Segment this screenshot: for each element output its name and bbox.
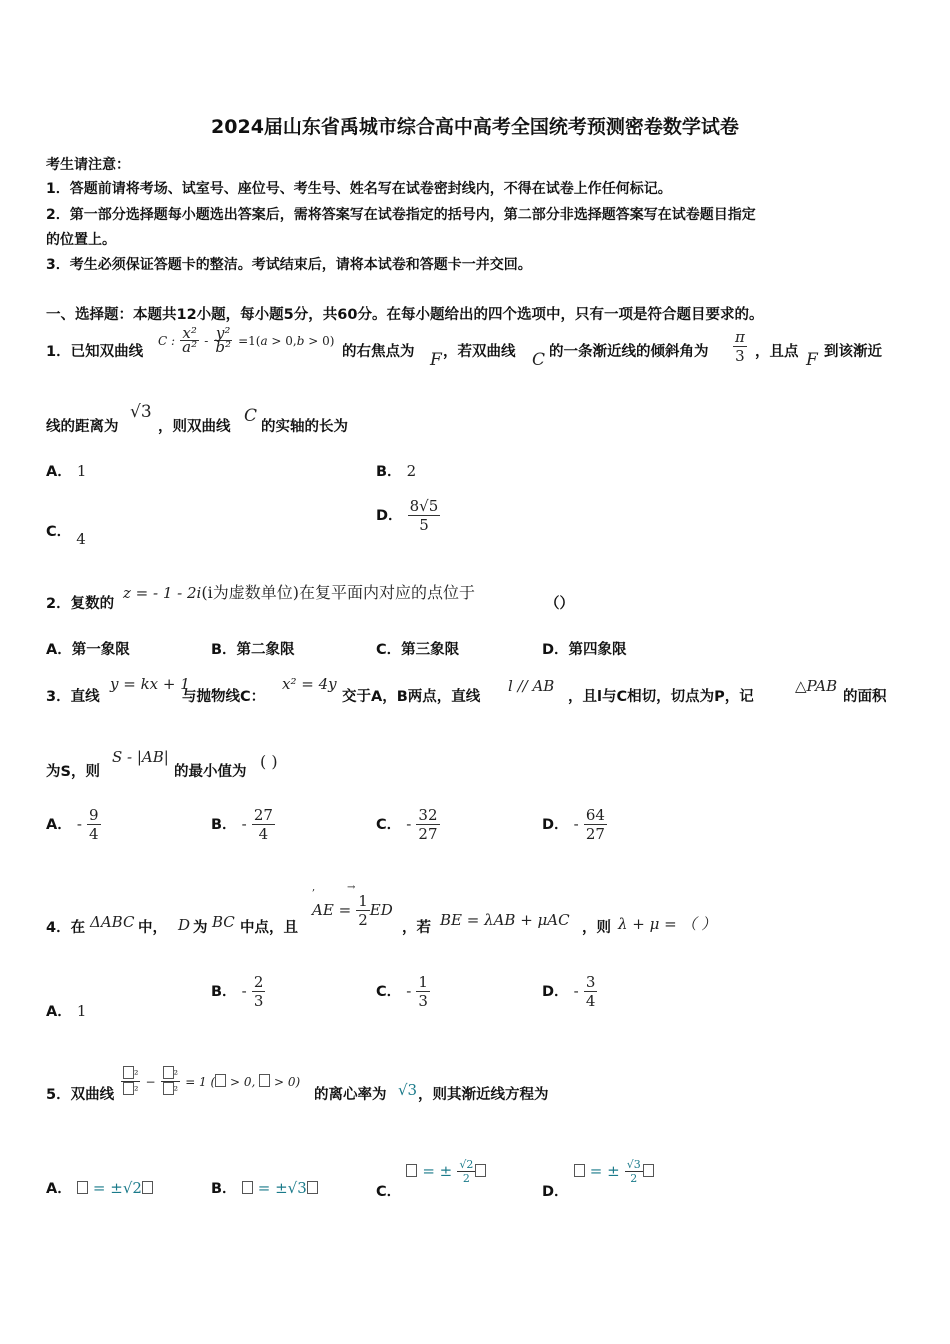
q2-lead xyxy=(46,592,114,613)
q2-option-c[interactable]: C．第三象限 xyxy=(376,642,460,658)
q2-expression: z = - 1 - 2i(i为虚数单位)在复平面内对应的点位于 xyxy=(123,583,475,602)
q1-F2: F xyxy=(806,350,818,370)
q1-option-d[interactable]: D． $\frac{8√5}{5}$ xyxy=(376,497,439,534)
q3-option-b[interactable]: B． - $\frac{27}{4}$ xyxy=(211,806,273,843)
q1-text-3: ，若双曲线 xyxy=(443,344,516,360)
q4-lead xyxy=(46,916,85,937)
q3-option-d-fraction: $\frac{64}{27}$ xyxy=(585,806,605,843)
q1-text-1: 已知双曲线 xyxy=(70,344,144,360)
placeholder-box-icon xyxy=(574,1164,585,1177)
q5-option-c[interactable]: C． = ± $\frac{√2}{2}$ xyxy=(376,1158,486,1185)
q1-text-6: 到该渐近 xyxy=(824,344,882,360)
q4-BC: BC xyxy=(212,913,235,931)
placeholder-box-icon xyxy=(77,1181,88,1194)
q1-hyperbola-equation: C : $\frac{\text{x²}}{\text{a²}}$ - $\frac{\text{y²}}{\text{b²}}$ =1(a > 0,b > 0) xyxy=(158,324,335,356)
q3-option-d[interactable]: D． - $\frac{64}{27}$ xyxy=(542,806,605,843)
q4-option-d-fraction: $\frac{3}{4}$ xyxy=(585,973,596,1010)
q4-D: D xyxy=(178,916,191,934)
q1-angle: $\frac{\pi}{3}$ xyxy=(735,328,745,365)
q4-triangle: ΔABC xyxy=(90,913,135,931)
q5-option-d[interactable]: D． = ± $\frac{√3}{2}$ xyxy=(542,1158,654,1185)
q4-condition: BE = λAB + μAC xyxy=(440,911,570,929)
q4-text-5: ，若 xyxy=(402,920,431,936)
q1-option-b[interactable]: B． 2 xyxy=(376,462,417,480)
q4-ask: λ + μ = （ ） xyxy=(618,915,717,933)
q5-text-1: 双曲线 xyxy=(70,1087,115,1103)
q4-text-1: 在 xyxy=(70,920,86,936)
q1-option-c[interactable]: C． 4 xyxy=(46,524,86,548)
q1-line1 xyxy=(46,340,143,361)
q4-option-a[interactable]: A． 1 xyxy=(46,1002,87,1020)
q2-option-d[interactable]: D．第四象限 xyxy=(542,642,627,658)
q3-parallel: l // AB xyxy=(508,677,555,695)
q5-option-b[interactable]: B． = ±√3 xyxy=(211,1177,318,1198)
q1-text-9: 的实轴的长为 xyxy=(261,419,348,435)
q4-number: 4． xyxy=(46,920,71,936)
q1-text-5: ，且点 xyxy=(755,344,799,360)
q1-text-8: ，则双曲线 xyxy=(158,419,231,435)
q4-text-3: 为 xyxy=(193,920,208,936)
q3-parabola-eq: x² = 4y xyxy=(282,675,337,693)
notice-item-2-cont: 的位置上。 xyxy=(46,232,116,248)
placeholder-box-icon xyxy=(475,1164,486,1177)
q3-number: 3． xyxy=(46,689,71,705)
placeholder-box-icon xyxy=(307,1181,318,1194)
q3-text-3: 交于A，B两点，直线 xyxy=(342,689,481,705)
q3-text-1: 直线 xyxy=(70,689,100,705)
placeholder-box-icon xyxy=(643,1164,654,1177)
q1-text-2: 的右焦点为 xyxy=(342,344,415,360)
notice-item-2: 2．第一部分选择题每小题选出答案后，需将答案写在试卷指定的括号内，第二部分非选择题答案写在试卷题目指定 xyxy=(46,207,756,223)
q4-option-d[interactable]: D． - $\frac{3}{4}$ xyxy=(542,973,596,1010)
q5-eccentricity: √3 xyxy=(398,1081,418,1099)
q3-option-a[interactable]: A． - $\frac{9}{4}$ xyxy=(46,806,99,843)
q1-number: 1． xyxy=(46,344,71,360)
q5-equation-image: $\frac{\text{²}}{\text{²}}$ − $\frac{\text{²}}{\text{²}}$ = 1 ( > 0, > 0) xyxy=(121,1066,300,1097)
q4-text-2: 中， xyxy=(138,920,167,936)
q3-text-5: 的面积 xyxy=(843,689,887,705)
q4-text-4: 中点，且 xyxy=(240,920,298,936)
q3-option-b-fraction: $\frac{27}{4}$ xyxy=(253,806,273,843)
q4-option-c-fraction: $\frac{1}{3}$ xyxy=(418,973,428,1010)
q3-text-4: ，且l与C相切，切点为P，记 xyxy=(568,689,754,705)
q4-option-c[interactable]: C． - $\frac{1}{3}$ xyxy=(376,973,428,1010)
q3-option-c-fraction: $\frac{32}{27}$ xyxy=(418,806,438,843)
q2-option-b[interactable]: B．第二象限 xyxy=(211,642,295,658)
notice-item-1: 1．答题前请将考场、试室号、座位号、考生号、姓名写在试卷密封线内，不得在试卷上作任何标记。 xyxy=(46,181,672,197)
q1-C2: C xyxy=(244,406,258,426)
q1-text-7: 线的距离为 xyxy=(46,419,119,435)
q1-F: F xyxy=(430,350,442,370)
q3-option-c[interactable]: C． - $\frac{32}{27}$ xyxy=(376,806,438,843)
q5-option-d-fraction: $\frac{√3}{2}$ xyxy=(626,1158,641,1185)
placeholder-box-icon xyxy=(242,1181,253,1194)
q2-blank: （） xyxy=(545,596,574,612)
q3-text-2: 与抛物线C： xyxy=(182,689,266,705)
q1-C: C xyxy=(532,350,546,370)
notice-heading: 考生请注意： xyxy=(46,157,130,173)
q5-text-2: 的离心率为 xyxy=(314,1087,387,1103)
q2-option-a[interactable]: A．第一象限 xyxy=(46,642,130,658)
q1-text-4: 的一条渐近线的倾斜角为 xyxy=(549,344,709,360)
q5-text-3: ，则其渐近线方程为 xyxy=(418,1087,549,1103)
q3-lead xyxy=(46,685,100,706)
page-title: 2024届山东省禹城市综合高中高考全国统考预测密卷数学试卷 xyxy=(211,116,739,138)
q3-triangle: △PAB xyxy=(795,677,838,695)
q4-option-b[interactable]: B． - $\frac{2}{3}$ xyxy=(211,973,264,1010)
q5-number: 5． xyxy=(46,1087,71,1103)
q1-option-d-fraction: $\frac{8√5}{5}$ xyxy=(409,497,439,534)
section-heading: 一、选择题：本题共12小题，每小题5分，共60分。在每小题给出的四个选项中，只有一项是符合题目要求的。 xyxy=(46,307,764,323)
q3-text-7: 的最小值为 xyxy=(174,764,247,780)
q3-line-eq: y = kx + 1 xyxy=(110,675,190,693)
q2-number: 2． xyxy=(46,596,71,612)
q2-text-1: 复数的 xyxy=(70,596,115,612)
q5-lead xyxy=(46,1083,114,1104)
placeholder-box-icon xyxy=(142,1181,153,1194)
q4-vector-condition: , → AE = $\frac{1}{2}$ ED xyxy=(312,882,393,929)
q4-option-b-fraction: $\frac{2}{3}$ xyxy=(253,973,264,1010)
q3-text-6: 为S，则 xyxy=(46,764,100,780)
q3-option-a-fraction: $\frac{9}{4}$ xyxy=(89,806,99,843)
q4-text-6: ，则 xyxy=(582,920,611,936)
placeholder-box-icon xyxy=(406,1164,417,1177)
q5-option-c-fraction: $\frac{√2}{2}$ xyxy=(459,1158,474,1185)
notice-item-3: 3．考生必须保证答题卡的整洁。考试结束后，请将本试卷和答题卡一并交回。 xyxy=(46,257,532,273)
q3-blank: ( ) xyxy=(260,752,278,771)
q1-distance: √3 xyxy=(130,402,152,422)
q5-option-a[interactable]: A． = ±√2 xyxy=(46,1177,153,1198)
q3-expression: S - |AB| xyxy=(112,748,169,766)
q1-option-a[interactable]: A． 1 xyxy=(46,462,87,480)
